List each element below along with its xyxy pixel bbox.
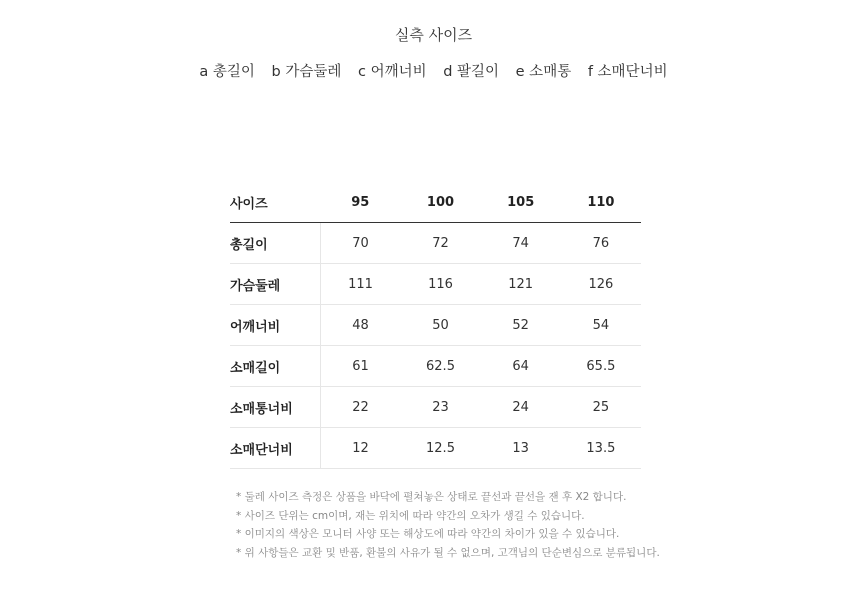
table-row: [230, 387, 641, 428]
table-cell: 12: [320, 428, 400, 469]
row-label: 소매길이: [230, 346, 320, 387]
note-line: * 사이즈 단위는 cm이며, 재는 위치에 따라 약간의 오차가 생길 수 있습니다.: [236, 509, 585, 522]
row-label: 가슴둘레: [230, 264, 320, 305]
table-cell: 13.5: [561, 428, 641, 469]
table-cell: 52: [481, 305, 561, 346]
table-header-row: [230, 182, 641, 223]
table-row: [230, 223, 641, 264]
table-row: [230, 264, 641, 305]
table-cell: 48: [320, 305, 400, 346]
legend-item-b: b 가슴둘레: [271, 64, 342, 80]
table-cell: 121: [481, 264, 561, 305]
table-cell: 62.5: [400, 346, 480, 387]
header-cell-105: 105: [481, 182, 561, 223]
legend-item-a: a 총길이: [199, 64, 255, 80]
page-title: 실측 사이즈: [394, 26, 473, 44]
row-label: 소매통너비: [230, 387, 320, 428]
table-cell: 25: [561, 387, 641, 428]
table-cell: 74: [481, 223, 561, 264]
row-label: 소매단너비: [230, 428, 320, 469]
header-cell-110: 110: [561, 182, 641, 223]
table-cell: 76: [561, 223, 641, 264]
table-row: [230, 346, 641, 387]
row-label: 총길이: [230, 223, 320, 264]
legend-item-f: f 소매단너비: [587, 64, 668, 80]
table-cell: 65.5: [561, 346, 641, 387]
size-table: [230, 182, 641, 469]
table-row: [230, 305, 641, 346]
table-cell: 50: [400, 305, 480, 346]
table-row: [230, 428, 641, 469]
table-cell: 23: [400, 387, 480, 428]
note-line: * 둘레 사이즈 측정은 상품을 바닥에 펼쳐놓은 상태로 끝선과 끝선을 잰 후 X2 합니다.: [236, 491, 627, 503]
row-label: 어깨너비: [230, 305, 320, 346]
table-cell: 126: [561, 264, 641, 305]
table-cell: 13: [481, 428, 561, 469]
measurement-legend: [0, 60, 867, 81]
legend-item-e: e 소매통: [515, 64, 572, 80]
note-line: * 위 사항들은 교환 및 반품, 환불의 사유가 될 수 없으며, 고객님의 단순변심으로 분류됩니다.: [236, 546, 660, 559]
legend-item-d: d 팔길이: [443, 64, 500, 80]
table-cell: 111: [320, 264, 400, 305]
table-cell: 24: [481, 387, 561, 428]
table-cell: 116: [400, 264, 480, 305]
size-notes: [236, 488, 660, 562]
legend-item-c: c 어깨너비: [357, 64, 427, 80]
table-cell: 22: [320, 387, 400, 428]
table-cell: 54: [561, 305, 641, 346]
table-cell: 12.5: [400, 428, 480, 469]
header-cell-size: 사이즈: [230, 182, 320, 223]
table-cell: 70: [320, 223, 400, 264]
header-cell-95: 95: [320, 182, 400, 223]
header-cell-100: 100: [400, 182, 480, 223]
note-line: * 이미지의 색상은 모니터 사양 또는 해상도에 따라 약간의 차이가 있을 수 있습니다.: [236, 528, 620, 540]
table-cell: 72: [400, 223, 480, 264]
table-cell: 64: [481, 346, 561, 387]
table-cell: 61: [320, 346, 400, 387]
